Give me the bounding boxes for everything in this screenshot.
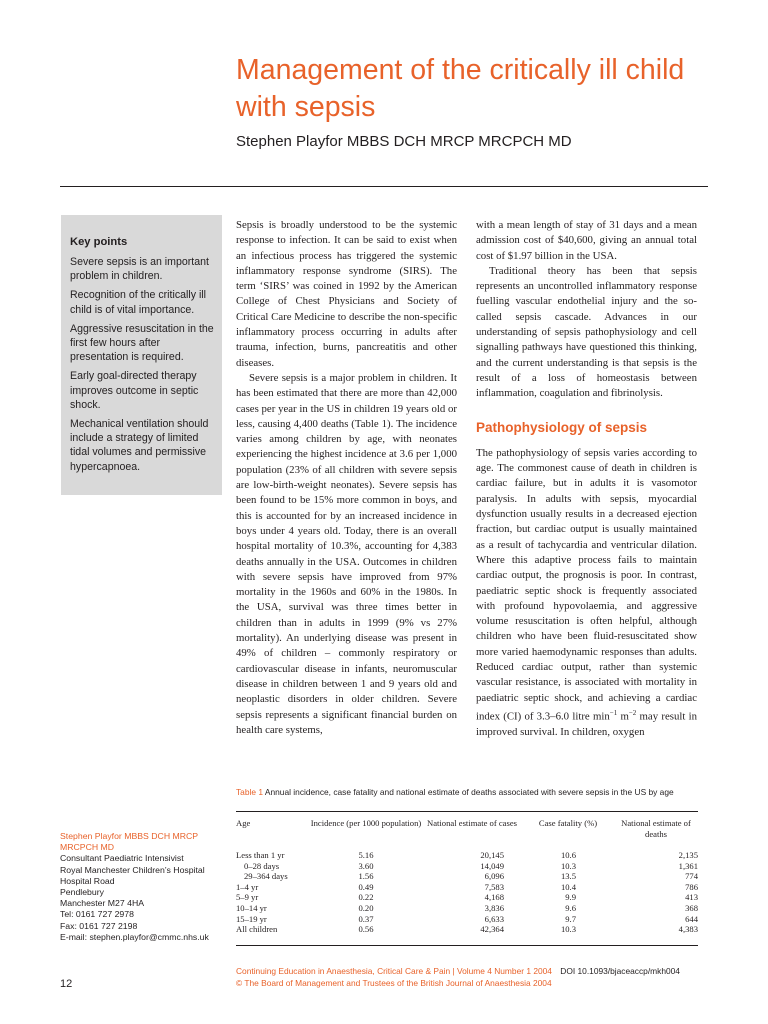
doi: DOI 10.1093/bjaceaccp/mkh004 bbox=[560, 966, 680, 976]
table-age-cell: 5–9 yr bbox=[236, 892, 259, 903]
table-value-cell: 6,096 bbox=[484, 871, 504, 882]
table-header-cell: National estimate of deaths bbox=[621, 818, 691, 839]
table-value-cell: 10.4 bbox=[560, 881, 576, 892]
body-column-1 bbox=[236, 218, 457, 738]
table-value-cell: 10.6 bbox=[560, 850, 576, 860]
affiliation-name: Stephen Playfor MBBS DCH MRCP MRCPCH MD bbox=[60, 831, 198, 853]
affiliation-line: Hospital Road bbox=[60, 875, 115, 886]
table-value-cell: 14,049 bbox=[480, 860, 504, 871]
table-caption bbox=[236, 786, 696, 798]
table-value-cell: 10.3 bbox=[560, 924, 576, 935]
table-header-cell: Incidence (per 1000 population) bbox=[310, 818, 422, 828]
body-column-2 bbox=[476, 218, 697, 740]
key-point-item: Early goal-directed therapy improves outcome in septic shock. bbox=[70, 370, 199, 411]
table-value-cell: 3.60 bbox=[358, 860, 374, 871]
affiliation-line: Consultant Paediatric Intensivist bbox=[60, 853, 184, 864]
body-paragraph: Severe sepsis is a major problem in children. It has been estimated that there are more than 42,000 cases per year in the US in children 19 years old or less, causing 4,400 deaths (Table 1). The incidence varies among children by age, with neonates experiencing the highest incidence at 3.6 per 1,000 population (23% of all children with severe sepsis are low-birth-weight neonates). Severe sepsis has been found to be 15% more common in boys, and this is accounted for by an increased incidence in boys under 4 years old. Today, there is an overall hospital mortality of 10.3%, accounting for 4,383 deaths annually in the USA. Outcomes in children with severe sepsis have improved from 97% mortality in the 1960s and 60% in the 1980s. In the USA, survival was three times better in children than in adults in 1999 (9% vs 27% mortality). An underlying disease was present in 49% of children – commonly respiratory or cardiovascular disease in infants, neuromuscular disease in children between 1 and 9 years old and neoplastic disorders in older children. Severe sepsis represents a significant financial burden on health care systems, bbox=[236, 371, 457, 736]
body-paragraph: with a mean length of stay of 31 days and a mean admission cost of $40,600, giving an annual total cost of $1.97 billion in the USA. bbox=[476, 219, 697, 262]
affiliation-line: Pendlebury bbox=[60, 887, 104, 898]
key-point-item: Severe sepsis is an important problem in children. bbox=[70, 256, 209, 283]
table-value-cell: 368 bbox=[685, 902, 698, 913]
table-value-cell: 0.22 bbox=[358, 892, 374, 903]
table-row bbox=[236, 924, 698, 935]
table-age-cell: 1–4 yr bbox=[236, 881, 259, 892]
table-age-cell: 0–28 days bbox=[244, 860, 280, 871]
header-divider bbox=[60, 186, 708, 187]
affiliation-line: Royal Manchester Children’s Hospital bbox=[60, 864, 205, 875]
footer-line-1 bbox=[236, 966, 680, 978]
table-top-rule bbox=[236, 811, 698, 812]
paragraph-text: m bbox=[617, 710, 629, 723]
table-value-cell: 4,168 bbox=[484, 892, 504, 903]
table-value-cell: 0.56 bbox=[358, 924, 374, 935]
key-points-title: Key points bbox=[70, 236, 128, 248]
table-value-cell: 10.3 bbox=[560, 860, 576, 871]
table-value-cell: 1.56 bbox=[358, 871, 374, 882]
table-row bbox=[236, 892, 698, 903]
page-footer bbox=[236, 966, 680, 989]
body-paragraph: Traditional theory has been that sepsis represents an uncontrolled inflammatory response fuelling vascular endothelial injury and the so-called sepsis cascade. Advances in our understanding of sepsis pathophysiology and cell signalling pathways have questioned this thinking, and the current understanding is that sepsis is the result of a loss of homeostasis between inflammation, coagulation and fibrinolysis. bbox=[476, 264, 697, 400]
table-header-cell: National estimate of cases bbox=[427, 818, 517, 828]
author-affiliation bbox=[60, 831, 230, 943]
table-header-cell: Age bbox=[236, 818, 251, 828]
table-value-cell: 6,633 bbox=[484, 913, 504, 924]
table-value-cell: 4,383 bbox=[678, 924, 698, 935]
table-age-cell: Less than 1 yr bbox=[236, 850, 285, 860]
affiliation-email: E-mail: stephen.playfor@cmmc.nhs.uk bbox=[60, 931, 209, 942]
table-value-cell: 9.7 bbox=[565, 913, 576, 924]
affiliation-line: Tel: 0161 727 2978 bbox=[60, 909, 134, 920]
key-point-item: Aggressive resuscitation in the first few hours after presentation is required. bbox=[70, 322, 214, 364]
table-value-cell: 5.16 bbox=[358, 850, 374, 860]
body-paragraph bbox=[476, 446, 697, 740]
table-row bbox=[236, 914, 698, 925]
table-value-cell: 774 bbox=[685, 871, 698, 882]
table-value-cell: 20,145 bbox=[480, 850, 504, 860]
table-value-cell: 9.9 bbox=[565, 892, 576, 903]
table-value-cell: 786 bbox=[685, 881, 698, 892]
paragraph-text: may result in improved survival. In children, oxygen bbox=[476, 710, 697, 738]
body-paragraph: Sepsis is broadly understood to be the systemic response to infection. It can be said to exist when an infectious process has triggered the systemic inflammatory response syndrome (SIRS). The term ‘SIRS’ was coined in 1992 by the American College of Chest Physicians and Society of Critical Care Medicine to describe the non-specific inflammatory process occurring in adults after trauma, infection, burns, pancreatitis and other diseases. bbox=[236, 219, 457, 369]
table-value-cell: 9.6 bbox=[565, 902, 576, 913]
table-value-cell: 3,836 bbox=[484, 902, 504, 913]
table-row bbox=[236, 850, 698, 861]
table-caption-text: Annual incidence, case fatality and national estimate of deaths associated with severe sepsis in the US by age bbox=[264, 787, 674, 797]
table-body bbox=[236, 850, 698, 935]
page-number: 12 bbox=[60, 978, 73, 990]
table-row bbox=[236, 871, 698, 882]
table-header-cell: Case fatality (%) bbox=[538, 818, 598, 828]
table-value-cell: 7,583 bbox=[484, 881, 504, 892]
key-point-item: Mechanical ventilation should include a strategy of limited tidal volumes and permissive hypercapnoea. bbox=[70, 418, 209, 473]
affiliation-line: Fax: 0161 727 2198 bbox=[60, 920, 138, 931]
article-title: Management of the critically ill child with sepsis bbox=[236, 54, 685, 123]
section-heading: Pathophysiology of sepsis bbox=[476, 419, 648, 435]
table-value-cell: 42,364 bbox=[480, 924, 504, 935]
table-label: Table 1 bbox=[236, 787, 264, 797]
affiliation-line: Manchester M27 4HA bbox=[60, 898, 145, 909]
journal-citation: Continuing Education in Anaesthesia, Critical Care & Pain | Volume 4 Number 1 2004 bbox=[236, 966, 552, 976]
table-row bbox=[236, 882, 698, 893]
table-value-cell: 0.37 bbox=[358, 913, 374, 924]
article-author: Stephen Playfor MBBS DCH MRCP MRCPCH MD bbox=[236, 133, 572, 150]
table-age-cell: 29–364 days bbox=[244, 871, 288, 882]
table-value-cell: 0.49 bbox=[358, 881, 374, 892]
table-value-cell: 1,361 bbox=[678, 860, 698, 871]
table-value-cell: 644 bbox=[685, 913, 698, 924]
table-age-cell: 10–14 yr bbox=[236, 902, 267, 913]
table-value-cell: 413 bbox=[685, 892, 698, 903]
key-points-list bbox=[70, 255, 218, 479]
table-age-cell: All children bbox=[236, 924, 278, 935]
table-bottom-rule bbox=[236, 945, 698, 946]
paragraph-text: The pathophysiology of sepsis varies according to age. The commonest cause of death in children is cardiac failure, but in adults it is vasomotor paralysis. In adults with sepsis, myocardial dysfunction usually results in a decreased ejection fraction, but cardiac output is usually maintained as a result of tachycardia and ventricular dilation. Where this adaptive process fails to maintain cardiac output, the prognosis is poor. In contrast, paediatric septic shock is frequently associated with profound hypovolaemia, and aggressive volume resuscitation is often helpful, although children who have been fluid-resuscitated show more varied haemodynamic responses than adults. Reduced cardiac output, rather than systemic vascular resistance, is associated with mortality in paediatric septic shock, and achieving a cardiac index (CI) of 3.3–6.0 litre min bbox=[476, 446, 697, 723]
table-row bbox=[236, 861, 698, 872]
table-value-cell: 0.20 bbox=[358, 902, 374, 913]
table-header-row bbox=[236, 818, 698, 850]
superscript: −1 bbox=[609, 708, 618, 717]
table-row bbox=[236, 903, 698, 914]
key-point-item: Recognition of the critically ill child is of vital importance. bbox=[70, 289, 207, 316]
table-age-cell: 15–19 yr bbox=[236, 913, 267, 924]
table-value-cell: 13.5 bbox=[560, 871, 576, 882]
superscript: −2 bbox=[628, 708, 637, 717]
incidence-table bbox=[236, 818, 698, 935]
key-points-box bbox=[61, 215, 222, 495]
copyright: © The Board of Management and Trustees of the British Journal of Anaesthesia 2004 bbox=[236, 977, 552, 988]
table-value-cell: 2,135 bbox=[678, 850, 698, 860]
